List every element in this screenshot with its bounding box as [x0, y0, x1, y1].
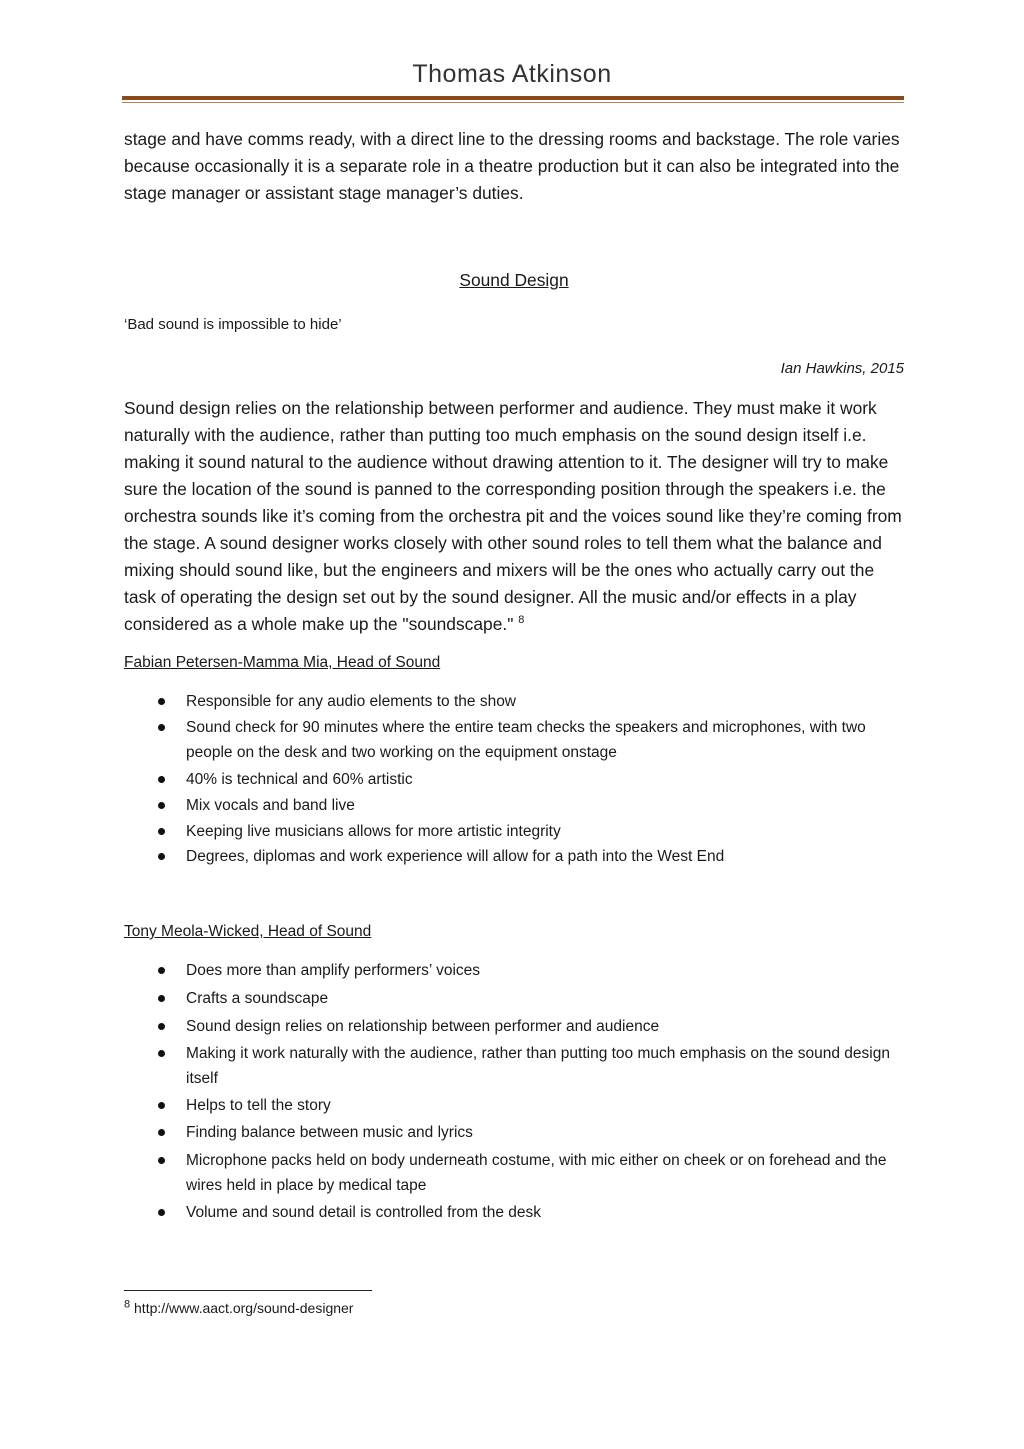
interview-bullet-list — [124, 689, 904, 869]
section-body — [124, 395, 904, 638]
bullet-icon — [158, 828, 165, 835]
bullet-icon — [158, 802, 165, 809]
bullet-icon — [158, 776, 165, 783]
bullet-icon — [158, 967, 165, 974]
header-divider-thin — [122, 102, 904, 103]
bullet-icon — [158, 698, 165, 705]
list-item-text: Keeping live musicians allows for more artistic integrity — [186, 823, 561, 840]
list-item-text: Degrees, diplomas and work experience will allow for a path into the West End — [186, 848, 725, 865]
list-item-text: Crafts a soundscape — [186, 990, 329, 1007]
list-item — [124, 715, 904, 765]
interview-block-1 — [124, 652, 904, 869]
bullet-icon — [158, 1157, 165, 1164]
list-item-text: Microphone packs held on body underneath costume, with mic either on cheek or on forehead and the wires held in place by medical tape — [186, 1152, 887, 1194]
list-item — [124, 1148, 904, 1198]
list-item — [124, 1014, 904, 1039]
list-item-text: Sound design relies on relationship between performer and audience — [186, 1018, 660, 1035]
interview-block-2 — [124, 921, 904, 1225]
footnote-number: 8 — [124, 1298, 131, 1311]
page-header-title: Thomas Atkinson — [412, 60, 612, 88]
intro-paragraph: stage and have comms ready, with a direct line to the dressing rooms and backstage. The role varies because occasionally it is a separate role in a theatre production but it can also be integrated into the stage manager or assistant stage manager’s duties. — [124, 129, 900, 203]
header-divider — [122, 96, 904, 100]
bullet-icon — [158, 1129, 165, 1136]
list-item-text: Responsible for any audio elements to the show — [186, 693, 517, 710]
footnote-reference: 8 — [518, 614, 525, 627]
list-item — [124, 689, 904, 714]
page-content — [124, 126, 904, 1225]
bullet-icon — [158, 995, 165, 1002]
list-item-text: 40% is technical and 60% artistic — [186, 771, 413, 788]
footnote-link[interactable]: http://www.aact.org/sound-designer — [134, 1300, 354, 1316]
list-item-text: Volume and sound detail is controlled from the desk — [186, 1204, 541, 1221]
bullet-icon — [158, 1023, 165, 1030]
list-item-text: Mix vocals and band live — [186, 797, 355, 814]
section-body-text: Sound design relies on the relationship between performer and audience. They must make it work naturally with the audience, rather than putting too much emphasis on the sound design itself i.e. making it sound natural to the audience without drawing attention to it. The designer will try to make sure the location of the sound is panned to the corresponding position through the speakers i.e. the orchestra sounds like it’s coming from the orchestra pit and the voices sound like they’re coming from the stage. A sound designer works closely with other sound roles to tell them what the balance and mixing should sound like, but the engineers and mixers will be the ones who actually carry out the task of operating the design set out by the sound designer. All the music and/or effects in a play considered as a whole make up the "soundscape." — [124, 398, 902, 634]
list-item — [124, 819, 904, 844]
section-quote: ‘Bad sound is impossible to hide’ — [124, 316, 342, 333]
list-item-text: Making it work naturally with the audience, rather than putting too much emphasis on the sound design itself — [186, 1045, 890, 1087]
list-item — [124, 767, 904, 792]
interview-bullet-list — [124, 958, 904, 1225]
bullet-icon — [158, 1102, 165, 1109]
list-item — [124, 958, 904, 983]
bullet-icon — [158, 1209, 165, 1216]
bullet-icon — [158, 853, 165, 860]
list-item — [124, 1093, 904, 1118]
interview-title: Tony Meola-Wicked, Head of Sound — [124, 923, 372, 940]
quote-attribution: Ian Hawkins, 2015 — [780, 360, 904, 377]
section-heading: Sound Design — [459, 270, 569, 290]
list-item — [124, 986, 904, 1011]
bullet-icon — [158, 724, 165, 731]
interview-title: Fabian Petersen-Mamma Mia, Head of Sound — [124, 654, 441, 671]
footnote — [124, 1298, 353, 1318]
list-item — [124, 1041, 904, 1091]
list-item-text: Does more than amplify performers’ voices — [186, 962, 481, 979]
list-item-text: Sound check for 90 minutes where the entire team checks the speakers and microphones, with two people on the desk and two working on the equipment onstage — [186, 719, 866, 761]
list-item — [124, 793, 904, 818]
list-item — [124, 844, 904, 869]
list-item-text: Finding balance between music and lyrics — [186, 1124, 473, 1141]
footnote-divider — [124, 1290, 372, 1291]
list-item — [124, 1200, 904, 1225]
bullet-icon — [158, 1050, 165, 1057]
list-item-text: Helps to tell the story — [186, 1097, 331, 1114]
list-item — [124, 1120, 904, 1145]
